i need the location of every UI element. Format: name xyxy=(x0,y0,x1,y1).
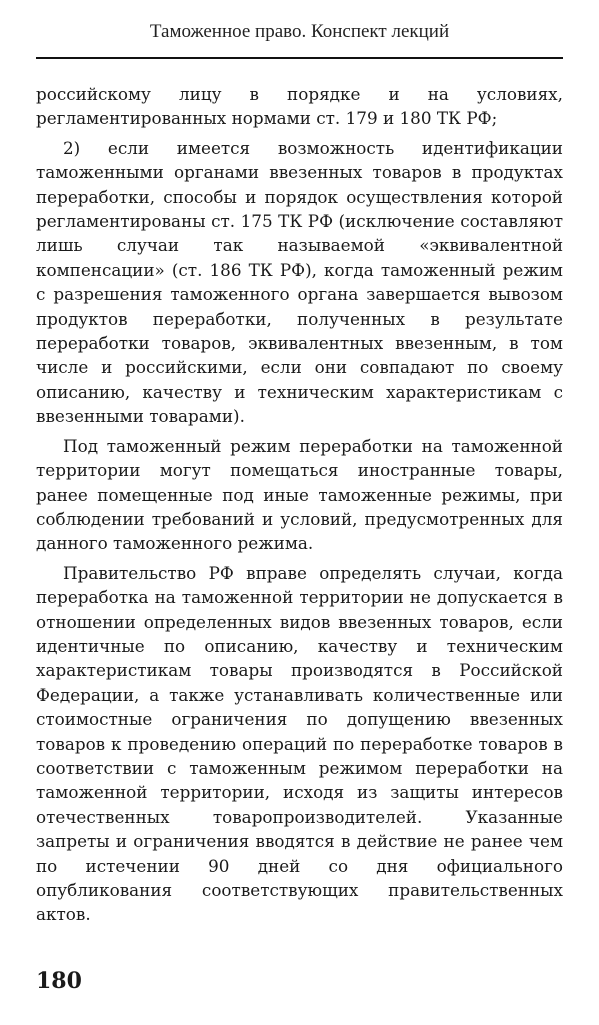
paragraph-government-rights: Правительство РФ вправе определять случаи, когда переработка на таможенной территории не допускается в отношении определенных видов ввезенных товаров, если идентичные по описанию, качеству и техническим характеристикам товары производятся в Российской Федерации, а также устанавливать количественные или стоимостные ограничения по допущению ввезенных товаров к проведению операций по переработке товаров в соответствии с таможенным режимом переработки на таможенной территории, исходя из защиты интересов отечественных товаропроизводителей. Указанные запреты и ограничения вводятся в действие не ранее чем по истечении 90 дней со дня официального опубликования соответствующих правительственных актов. xyxy=(36,562,563,925)
paragraph-foreign-goods: Под таможенный режим переработки на таможенной территории могут помещаться иностранные товары, ранее помещенные под иные таможенные режимы, при соблюдении требований и условий, предусмотренных для данного таможенного режима. xyxy=(36,435,563,554)
header-rule xyxy=(36,57,563,59)
paragraph-continuation: российскому лицу в порядке и на условиях, регламентированных нормами ст. 179 и 180 ТК РФ; xyxy=(36,84,563,129)
paragraph-item-2: 2) если имеется возможность идентификации таможенными органами ввезенных товаров в продуктах переработки, способы и порядок осуществления которой регламентированы ст. 175 ТК РФ (исключение составляют лишь случаи так называемой «эквивалентной компенсации» (ст. 186 ТК РФ), когда таможенный режим с разрешения таможенного органа завершается вывозом продуктов переработки, полученных в результате переработки товаров, эквивалентных ввезенным, в том числе и российскими, если они совпадают по своему описанию, качеству и техническим характеристикам с ввезенными товарами). xyxy=(36,137,563,427)
running-header: Таможенное право. Конспект лекций xyxy=(149,21,450,42)
page-number: 180 xyxy=(36,968,82,994)
body-text xyxy=(36,82,563,927)
